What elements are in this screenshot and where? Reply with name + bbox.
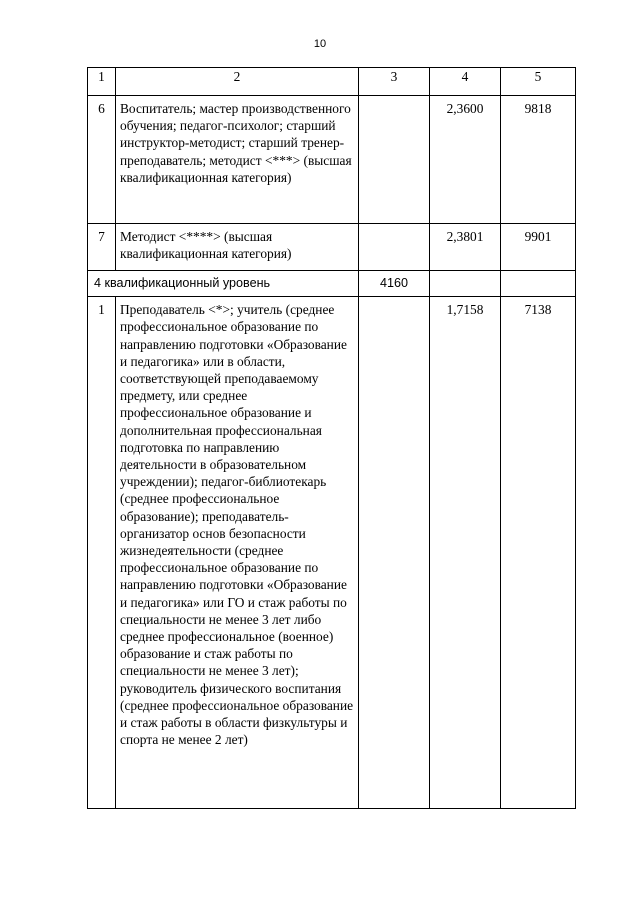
header-cell: 2 xyxy=(116,68,359,96)
empty-cell xyxy=(501,271,576,297)
base-salary-cell xyxy=(359,297,430,809)
qualification-level-label: 4 квалификационный уровень xyxy=(88,271,359,297)
base-salary-cell xyxy=(359,96,430,224)
coefficient-cell: 2,3600 xyxy=(430,96,501,224)
qualification-level-row xyxy=(88,271,576,297)
salary-table xyxy=(87,67,576,809)
row-number: 7 xyxy=(88,224,116,271)
position-description: Воспитатель; мастер производственного обучения; педагог-психолог; старший инструктор-методист; старший тренер-преподаватель; методист <***> (высшая квалификационная категория) xyxy=(116,96,359,224)
header-cell: 5 xyxy=(501,68,576,96)
table-row xyxy=(88,224,576,271)
coefficient-cell: 2,3801 xyxy=(430,224,501,271)
empty-cell xyxy=(430,271,501,297)
salary-cell: 7138 xyxy=(501,297,576,809)
row-number: 6 xyxy=(88,96,116,224)
page-number: 10 xyxy=(313,38,327,50)
table-row xyxy=(88,96,576,224)
level-base-salary: 4160 xyxy=(359,271,430,297)
position-description: Методист <****> (высшая квалификационная категория) xyxy=(116,224,359,271)
salary-cell: 9901 xyxy=(501,224,576,271)
header-cell: 1 xyxy=(88,68,116,96)
position-description: Преподаватель <*>; учитель (среднее профессиональное образование по направлению подготовки «Образование и педагогика» или в области, соответствующей преподаваемому предмету, или среднее профессиональное образование и дополнительная профессиональная подготовка по направлению деятельности в образовательном учреждении); педагог-библиотекарь (среднее профессиональное образование); преподаватель-организатор основ безопасности жизнедеятельности (среднее профессиональное образование по направлению подготовки «Образование и педагогика» или ГО и стаж работы по специальности не менее 3 лет либо среднее профессиональное (военное) образование и стаж работы по специальности не менее 3 лет); руководитель физического воспитания (среднее профессиональное образование и стаж работы в области физкультуры и спорта не менее 2 лет) xyxy=(116,297,359,809)
base-salary-cell xyxy=(359,224,430,271)
header-cell: 4 xyxy=(430,68,501,96)
coefficient-cell: 1,7158 xyxy=(430,297,501,809)
header-cell: 3 xyxy=(359,68,430,96)
table-row xyxy=(88,297,576,809)
table-header-row xyxy=(88,68,576,96)
salary-cell: 9818 xyxy=(501,96,576,224)
row-number: 1 xyxy=(88,297,116,809)
